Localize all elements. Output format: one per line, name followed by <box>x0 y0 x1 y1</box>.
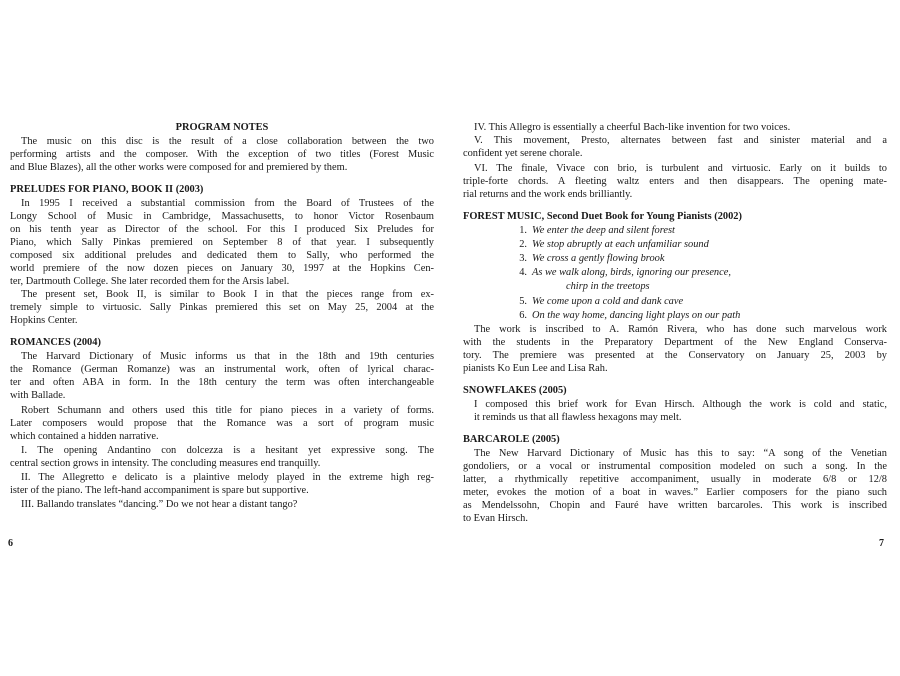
preludes-line: The present set, Book II, is similar to Book I in that the pieces range from ex- <box>21 289 434 300</box>
forest-list-item: 5. We come upon a cold and dank cave <box>519 296 684 307</box>
barcarole-line: as Mendelssohn, Chopin and Fauré have written barcaroles. This work is inscribed <box>463 500 887 511</box>
romances-line: III. Ballando translates “dancing.” Do we not hear a distant tango? <box>21 499 298 510</box>
forest-list-item: 6. On the way home, dancing light plays on our path <box>519 310 741 321</box>
barcarole-line: The New Harvard Dictionary of Music has this to say: “A song of the Venetian <box>474 448 887 459</box>
movement-line: V. This movement, Presto, alternates between fast and sinister material and a <box>474 135 887 146</box>
forest-list-item: chirp in the treetops <box>566 281 650 292</box>
barcarole-heading: BARCAROLE (2005) <box>463 434 560 445</box>
movement-line: IV. This Allegro is essentially a cheerful Bach-like invention for two voices. <box>474 122 791 133</box>
page-number-right: 7 <box>879 538 884 549</box>
romances-line: II. The Allegretto e delicato is a plaintive melody played in the extreme high reg- <box>21 472 434 483</box>
movement-line: VI. The finale, Vivace con brio, is turbulent and virtuosic. Early on it builds to <box>474 163 887 174</box>
forest-list-item: 2. We stop abruptly at each unfamiliar sound <box>519 239 709 250</box>
romances-line: the Romance (German Romanze) was an instrumental work, often of lyrical charac- <box>10 364 434 375</box>
romances-line: with Ballade. <box>10 390 66 401</box>
preludes-line: Longy School of Music in Cambridge, Massachusetts, to honor Victor Rosenbaum <box>10 211 434 222</box>
movement-line: triple-forte chords. A fleeting waltz enters and then disappears. The opening mate- <box>463 176 887 187</box>
barcarole-line: latter, a rhythmically repetitive accompaniment, usually in moderate 6/8 or 12/8 <box>463 474 887 485</box>
forest-list-item: 1. We enter the deep and silent forest <box>519 225 675 236</box>
forest-list-item: 3. We cross a gently flowing brook <box>519 253 665 264</box>
left-page <box>10 0 434 676</box>
forest-text-line: pianists Ko Eun Lee and Lisa Rah. <box>463 363 608 374</box>
barcarole-line: meter, evokes the motion of a boat in waves.” Earlier composers for the piano such <box>463 487 887 498</box>
romances-line: ter and often ABA in form. In the 18th century the term was often interchangeable <box>10 377 434 388</box>
barcarole-line: gondoliers, or a vocal or instrumental composition modeled on such a song. In the <box>463 461 887 472</box>
intro-line: and Blue Blazes), all the other works were composed for and premiered by them. <box>10 162 348 173</box>
right-page <box>463 0 887 676</box>
movement-line: confident yet serene chorale. <box>463 148 583 159</box>
preludes-line: Hopkins Center. <box>10 315 78 326</box>
romances-line: I. The opening Andantino con dolcezza is a hesitant yet expressive song. The <box>21 445 434 456</box>
romances-line: The Harvard Dictionary of Music informs us that in the 18th and 19th centuries <box>21 351 434 362</box>
preludes-line: composed six additional preludes and dedicated them to Sally, who performed the <box>10 250 434 261</box>
barcarole-line: to Evan Hirsch. <box>463 513 528 524</box>
preludes-line: on his tenth year as Director of the school. For this I produced Six Preludes for <box>10 224 434 235</box>
preludes-heading: PRELUDES FOR PIANO, BOOK II (2003) <box>10 184 204 195</box>
romances-line: which contained a hidden narrative. <box>10 431 159 442</box>
romances-line: Robert Schumann and others used this title for piano pieces in a variety of forms. <box>21 405 434 416</box>
page-number-left: 6 <box>8 538 13 549</box>
intro-line: The music on this disc is the result of a close collaboration between the two <box>21 136 434 147</box>
intro-line: performing artists and the composer. With the exception of two titles (Forest Music <box>10 149 434 160</box>
romances-line: ister of the piano. The left-hand accompaniment is spare but supportive. <box>10 485 309 496</box>
preludes-line: Piano, which Sally Pinkas premiered on September 8 of that year. I subsequently <box>10 237 434 248</box>
snowflakes-line: I composed this brief work for Evan Hirsch. Although the work is cold and static, <box>474 399 887 410</box>
snowflakes-line: it reminds us that all flawless hexagons may melt. <box>474 412 682 423</box>
snowflakes-heading: SNOWFLAKES (2005) <box>463 385 567 396</box>
forest-text-line: The work is inscribed to A. Ramón Rivera, who has done such marvelous work <box>474 324 887 335</box>
forest-text-line: with the students in the Preparatory Department of the New England Conserva- <box>463 337 887 348</box>
program-notes-title: PROGRAM NOTES <box>175 122 269 133</box>
romances-heading: ROMANCES (2004) <box>10 337 101 348</box>
preludes-line: world premiere of the now dozen pieces on January 30, 1997 at the Hopkins Cen- <box>10 263 434 274</box>
preludes-line: tremely simple to virtuosic. Sally Pinkas premiered this set on May 25, 2004 at the <box>10 302 434 313</box>
preludes-line: ter, Dartmouth College. She later recorded them for the Arsis label. <box>10 276 290 287</box>
romances-line: central section grows in intensity. The concluding measures end tranquilly. <box>10 458 321 469</box>
romances-line: Later composers would propose that the Romance was a sort of program music <box>10 418 434 429</box>
preludes-line: In 1995 I received a substantial commission from the Board of Trustees of the <box>21 198 434 209</box>
forest-list-item: 4. As we walk along, birds, ignoring our presence, <box>519 267 731 278</box>
forest-music-heading: FOREST MUSIC, Second Duet Book for Young Pianists (2002) <box>463 211 742 222</box>
movement-line: rial returns and the work ends brilliantly. <box>463 189 633 200</box>
forest-text-line: tory. The premiere was presented at the Conservatory on January 25, 2003 by <box>463 350 887 361</box>
